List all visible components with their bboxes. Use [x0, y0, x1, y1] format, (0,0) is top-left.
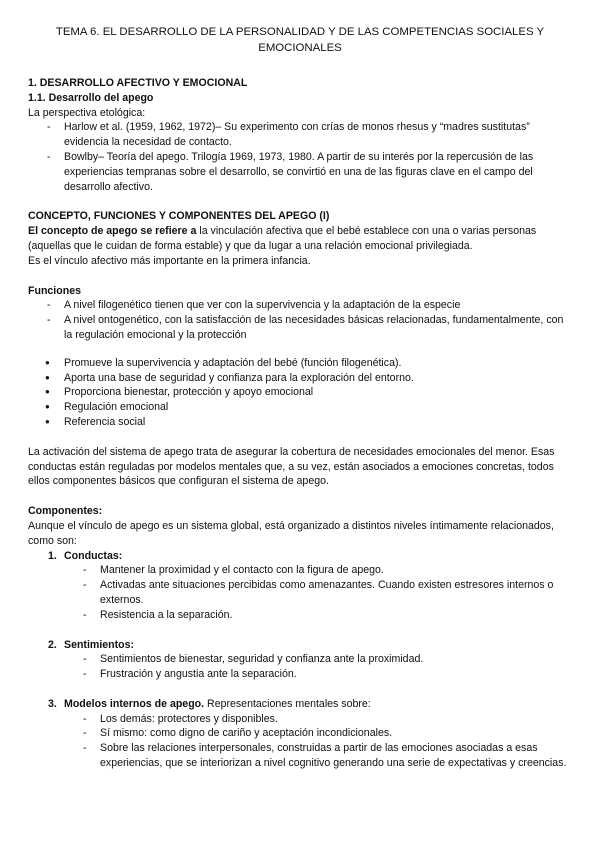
- list-item: - Sentimientos de bienestar, seguridad y confianza ante la proximidad.: [28, 652, 572, 667]
- intro-text: La perspectiva etológica:: [28, 106, 146, 119]
- concept-paragraph: [28, 224, 572, 254]
- item-title-rest: Representaciones mentales sobre:: [204, 697, 371, 710]
- item-number: 3.: [48, 697, 57, 710]
- item-title: Modelos internos de apego.: [64, 697, 205, 710]
- concept-lead-rest: la vinculación afectiva que el bebé establece con una o varias personas (aquellas que le cuidan de forma estable) y que da lugar a una relación emocional privilegiada.: [28, 225, 537, 252]
- list-item: - Sobre las relaciones interpersonales, construidas a partir de las emociones asociadas a esas experiencias, que se interiorizan a nivel cognitivo generando una serie de expectativas y creencias.: [28, 741, 572, 771]
- concept-lead: El concepto de apego se refiere a: [28, 225, 197, 238]
- concept-line: Es el vínculo afectivo más importante en la primera infancia.: [28, 254, 311, 267]
- list-item: ● Regulación emocional: [28, 400, 572, 415]
- componente-conductas: [28, 549, 572, 623]
- componentes-list: [28, 549, 572, 771]
- componentes-heading: Componentes:: [28, 505, 103, 518]
- subsection-heading: 1.1. Desarrollo del apego: [28, 91, 154, 104]
- componente-sentimientos: [28, 638, 572, 682]
- list-item: ● Referencia social: [28, 415, 572, 430]
- concept-heading: CONCEPTO, FUNCIONES Y COMPONENTES DEL APEGO (I): [28, 210, 330, 223]
- item-number: 1.: [48, 549, 57, 562]
- document-title: TEMA 6. EL DESARROLLO DE LA PERSONALIDAD Y DE LAS COMPETENCIAS SOCIALES Y EMOCIONALES: [55, 26, 545, 54]
- list-item: - Los demás: protectores y disponibles.: [28, 712, 572, 727]
- item-title: Sentimientos:: [64, 638, 135, 651]
- funciones-dash-list: [28, 298, 572, 342]
- list-item: ● Promueve la supervivencia y adaptación del bebé (función filogenética).: [28, 356, 572, 371]
- item-title: Conductas:: [64, 549, 123, 562]
- funciones-bullet-list: [28, 356, 572, 430]
- list-item: - A nivel filogenético tienen que ver con la supervivencia y la adaptación de la especie: [28, 298, 572, 313]
- list-item: - Harlow et al. (1959, 1962, 1972)– Su experimento con crías de monos rhesus y “madres sustitutas” evidencia la necesidad de contacto.: [28, 120, 572, 150]
- list-item: - Frustración y angustia ante la separación.: [28, 667, 572, 682]
- list-item: - Activadas ante situaciones percibidas como amenazantes. Cuando existen estresores internos o externos.: [28, 578, 572, 608]
- apego-paragraph: La activación del sistema de apego trata de asegurar la cobertura de necesidades emocionales del menor. Esas conductas están reguladas por modelos mentales que, a su vez, están asociados a emociones concretas, todos ellos componentes básicos que configuran el sistema de apego.: [28, 445, 555, 488]
- ethology-list: [28, 120, 572, 194]
- list-item: - Sí mismo: como digno de cariño y aceptación incondicionales.: [28, 726, 572, 741]
- section-heading: 1. DESARROLLO AFECTIVO Y EMOCIONAL: [28, 77, 248, 89]
- funciones-heading: Funciones: [28, 284, 81, 297]
- list-item: - Bowlby– Teoría del apego. Trilogía 1969, 1973, 1980. A partir de su interés por la repercusión de las experiencias tempranas sobre el desarrollo, se convirtió en una de las figuras clave en el campo del desarrollo afectivo.: [28, 150, 572, 194]
- list-item: - A nivel ontogenético, con la satisfacción de las necesidades básicas relacionadas, fundamentalmente, con la regulación emocional y la protección: [28, 313, 572, 343]
- list-item: ● Proporciona bienestar, protección y apoyo emocional: [28, 385, 572, 400]
- item-number: 2.: [48, 638, 57, 651]
- list-item: ● Aporta una base de seguridad y confianza para la exploración del entorno.: [28, 371, 572, 386]
- list-item: - Mantener la proximidad y el contacto con la figura de apego.: [28, 563, 572, 578]
- list-item: - Resistencia a la separación.: [28, 608, 572, 623]
- componentes-intro: Aunque el vínculo de apego es un sistema global, está organizado a distintos niveles íntimamente relacionados, como son:: [28, 519, 554, 547]
- componente-modelos: [28, 697, 572, 771]
